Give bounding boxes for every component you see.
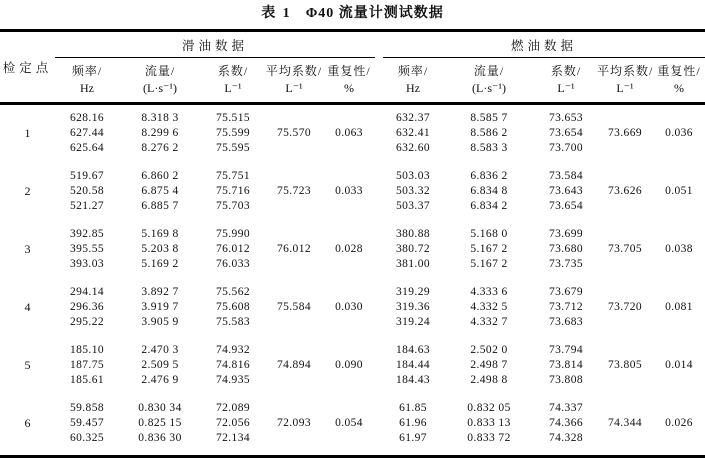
cell-oil-flow: 8.299 6	[141, 127, 179, 139]
col-header-name: 系数/	[550, 64, 582, 78]
cell-fuel-flow: 2.498 7	[470, 359, 508, 371]
col-header-name: 频率/	[397, 64, 429, 78]
spacer-row	[0, 214, 705, 227]
cell-oil-coefficient: 74.816	[215, 359, 251, 371]
cell-fuel-avg-coefficient: 73.705	[607, 243, 643, 255]
col-header-name: 系数/	[217, 64, 249, 78]
cell-fuel-flow: 2.502 0	[470, 344, 508, 356]
cell-fuel-coefficient: 73.700	[548, 142, 584, 154]
spacer-row	[0, 388, 705, 401]
cell-fuel-flow: 5.167 2	[470, 243, 508, 255]
cell-point-id: 5	[24, 358, 31, 372]
cell-fuel-frequency: 503.32	[395, 185, 431, 197]
data-row	[0, 227, 705, 242]
spacer-row	[0, 104, 705, 112]
cell-oil-flow: 0.830 34	[138, 402, 182, 414]
cell-fuel-frequency: 632.60	[395, 142, 431, 154]
cell-oil-coefficient: 75.608	[215, 301, 251, 313]
cell-fuel-avg-coefficient: 73.805	[607, 359, 643, 371]
group-gap	[375, 285, 383, 330]
col-header-frequency-fuel	[383, 58, 443, 104]
group-gap	[375, 227, 383, 272]
cell-fuel-frequency: 319.24	[395, 316, 431, 328]
group-gap	[375, 343, 383, 388]
cell-point-id: 2	[24, 184, 31, 198]
group-header-oil: 滑油数据	[55, 31, 375, 58]
cell-oil-coefficient: 75.703	[215, 200, 251, 212]
cell-fuel-flow: 0.833 72	[467, 432, 511, 444]
cell-oil-avg-coefficient: 75.570	[276, 127, 312, 139]
cell-oil-frequency: 295.22	[69, 316, 105, 328]
col-header-repeatability-fuel	[653, 58, 705, 104]
cell-oil-coefficient: 74.932	[215, 344, 251, 356]
col-header-avg-coefficient-fuel	[597, 58, 653, 104]
cell-point-id: 6	[24, 416, 31, 430]
cell-oil-repeatability: 0.033	[335, 185, 363, 197]
cell-fuel-flow: 4.332 7	[470, 316, 508, 328]
cell-fuel-flow: 6.834 2	[470, 200, 508, 212]
cell-fuel-coefficient: 73.735	[548, 258, 584, 270]
group-header-row	[0, 31, 705, 58]
cell-fuel-coefficient: 73.584	[548, 170, 584, 182]
cell-fuel-coefficient: 74.337	[548, 402, 584, 414]
cell-oil-flow: 8.276 2	[141, 142, 179, 154]
cell-fuel-coefficient: 73.643	[548, 185, 584, 197]
cell-oil-coefficient: 75.595	[215, 142, 251, 154]
cell-fuel-flow: 8.586 2	[470, 127, 508, 139]
cell-oil-frequency: 187.75	[69, 359, 105, 371]
col-header-unit: Hz	[80, 81, 94, 95]
cell-oil-frequency: 60.325	[69, 432, 105, 444]
cell-oil-flow: 5.169 8	[141, 228, 179, 240]
cell-fuel-frequency: 319.29	[395, 286, 431, 298]
cell-oil-repeatability: 0.030	[335, 301, 363, 313]
cell-oil-flow: 2.509 5	[141, 359, 179, 371]
cell-oil-coefficient: 75.716	[215, 185, 251, 197]
cell-fuel-avg-coefficient: 73.669	[607, 127, 643, 139]
cell-fuel-flow: 4.333 6	[470, 286, 508, 298]
column-header-row	[0, 58, 705, 104]
cell-fuel-avg-coefficient: 74.344	[607, 417, 643, 429]
cell-fuel-frequency: 184.44	[395, 359, 431, 371]
col-header-name: 平均系数/	[597, 64, 653, 78]
cell-fuel-frequency: 380.88	[395, 228, 431, 240]
cell-oil-frequency: 392.85	[69, 228, 105, 240]
col-header-name: 重复性/	[657, 64, 701, 78]
cell-fuel-flow: 6.834 8	[470, 185, 508, 197]
col-header-coefficient-oil	[201, 58, 265, 104]
cell-oil-avg-coefficient: 76.012	[276, 243, 312, 255]
col-header-unit: L⁻¹	[616, 81, 634, 95]
cell-fuel-repeatability: 0.014	[665, 359, 693, 371]
cell-oil-flow: 6.885 7	[141, 200, 179, 212]
col-header-unit: (L·s⁻¹)	[143, 81, 177, 95]
cell-oil-coefficient: 76.033	[215, 258, 251, 270]
cell-oil-coefficient: 72.134	[215, 432, 251, 444]
cell-point-id: 3	[24, 242, 31, 256]
cell-fuel-coefficient: 74.366	[548, 417, 584, 429]
cell-oil-frequency: 296.36	[69, 301, 105, 313]
cell-fuel-frequency: 380.72	[395, 243, 431, 255]
cell-fuel-repeatability: 0.036	[665, 127, 693, 139]
cell-fuel-repeatability: 0.051	[665, 185, 693, 197]
cell-oil-coefficient: 75.515	[215, 112, 251, 124]
cell-oil-flow: 3.892 7	[141, 286, 179, 298]
cell-oil-coefficient: 72.056	[215, 417, 251, 429]
cell-fuel-flow: 8.585 7	[470, 112, 508, 124]
cell-oil-flow: 0.825 15	[138, 417, 182, 429]
cell-oil-frequency: 625.64	[69, 142, 105, 154]
col-header-name: 平均系数/	[265, 64, 323, 78]
cell-oil-flow: 3.919 7	[141, 301, 179, 313]
cell-fuel-frequency: 61.85	[399, 402, 427, 414]
cell-oil-frequency: 519.67	[69, 170, 105, 182]
cell-oil-repeatability: 0.028	[335, 243, 363, 255]
cell-fuel-coefficient: 73.814	[548, 359, 584, 371]
data-row	[0, 285, 705, 300]
cell-fuel-repeatability: 0.081	[665, 301, 693, 313]
col-header-name: 流量/	[144, 64, 176, 78]
cell-fuel-repeatability: 0.026	[665, 417, 693, 429]
cell-oil-frequency: 628.16	[69, 112, 105, 124]
cell-oil-repeatability: 0.090	[335, 359, 363, 371]
cell-fuel-coefficient: 73.654	[548, 127, 584, 139]
spacer-row	[0, 446, 705, 457]
col-header-repeatability-oil	[323, 58, 375, 104]
cell-fuel-flow: 5.167 2	[470, 258, 508, 270]
cell-oil-flow: 0.836 30	[138, 432, 182, 444]
col-header-unit: (L·s⁻¹)	[472, 81, 506, 95]
cell-oil-flow: 2.470 3	[141, 344, 179, 356]
col-header-frequency-oil	[55, 58, 119, 104]
cell-oil-coefficient: 72.089	[215, 402, 251, 414]
col-header-unit: %	[674, 81, 684, 95]
cell-fuel-flow: 5.168 0	[470, 228, 508, 240]
cell-fuel-frequency: 503.37	[395, 200, 431, 212]
data-row	[0, 169, 705, 184]
group-gap	[375, 111, 383, 156]
data-row	[0, 111, 705, 126]
cell-fuel-avg-coefficient: 73.720	[607, 301, 643, 313]
data-table	[0, 29, 705, 458]
cell-oil-avg-coefficient: 75.584	[276, 301, 312, 313]
data-row	[0, 401, 705, 416]
cell-fuel-avg-coefficient: 73.626	[607, 185, 643, 197]
cell-oil-avg-coefficient: 72.093	[276, 417, 312, 429]
cell-fuel-coefficient: 73.683	[548, 316, 584, 328]
cell-fuel-flow: 2.498 8	[470, 374, 508, 386]
cell-oil-coefficient: 76.012	[215, 243, 251, 255]
cell-fuel-coefficient: 73.679	[548, 286, 584, 298]
col-header-flow-fuel	[443, 58, 535, 104]
col-header-unit: %	[344, 81, 354, 95]
cell-fuel-coefficient: 73.654	[548, 200, 584, 212]
group-header-fuel: 燃油数据	[383, 31, 705, 58]
cell-fuel-coefficient: 73.653	[548, 112, 584, 124]
cell-oil-flow: 6.860 2	[141, 170, 179, 182]
table-title	[0, 0, 705, 25]
cell-oil-flow: 6.875 4	[141, 185, 179, 197]
cell-oil-frequency: 59.457	[69, 417, 105, 429]
cell-oil-coefficient: 75.990	[215, 228, 251, 240]
col-header-name: 频率/	[71, 64, 103, 78]
group-gap	[375, 31, 383, 58]
cell-fuel-frequency: 319.36	[395, 301, 431, 313]
cell-fuel-frequency: 184.43	[395, 374, 431, 386]
cell-fuel-frequency: 632.41	[395, 127, 431, 139]
cell-oil-coefficient: 74.935	[215, 374, 251, 386]
cell-fuel-coefficient: 73.808	[548, 374, 584, 386]
cell-fuel-flow: 0.832 05	[467, 402, 511, 414]
cell-oil-coefficient: 75.751	[215, 170, 251, 182]
spacer-row	[0, 156, 705, 169]
cell-fuel-repeatability: 0.038	[665, 243, 693, 255]
col-header-unit: L⁻¹	[557, 81, 575, 95]
cell-oil-flow: 5.169 2	[141, 258, 179, 270]
cell-fuel-frequency: 184.63	[395, 344, 431, 356]
cell-oil-frequency: 395.55	[69, 243, 105, 255]
data-row	[0, 343, 705, 358]
cell-fuel-frequency: 632.37	[395, 112, 431, 124]
table-title-index: 表 1	[261, 6, 292, 21]
cell-oil-flow: 5.203 8	[141, 243, 179, 255]
table-title-subject: Φ40 流量计测试数据	[305, 6, 444, 21]
cell-fuel-coefficient: 73.712	[548, 301, 584, 313]
spacer-row	[0, 330, 705, 343]
group-gap	[375, 58, 383, 104]
cell-fuel-frequency: 503.03	[395, 170, 431, 182]
cell-oil-avg-coefficient: 74.894	[276, 359, 312, 371]
col-header-unit: Hz	[406, 81, 420, 95]
cell-fuel-flow: 8.583 3	[470, 142, 508, 154]
cell-point-id: 4	[24, 300, 31, 314]
group-gap	[375, 401, 383, 446]
col-header-name: 重复性/	[327, 64, 371, 78]
col-header-unit: L⁻¹	[224, 81, 242, 95]
cell-oil-frequency: 521.27	[69, 200, 105, 212]
cell-oil-repeatability: 0.054	[335, 417, 363, 429]
cell-fuel-coefficient: 73.794	[548, 344, 584, 356]
cell-oil-flow: 3.905 9	[141, 316, 179, 328]
col-header-flow-oil	[119, 58, 201, 104]
cell-oil-coefficient: 75.562	[215, 286, 251, 298]
group-gap	[375, 169, 383, 214]
cell-oil-frequency: 294.14	[69, 286, 105, 298]
cell-fuel-frequency: 61.96	[399, 417, 427, 429]
cell-fuel-flow: 0.833 13	[467, 417, 511, 429]
cell-oil-flow: 8.318 3	[141, 112, 179, 124]
cell-oil-frequency: 393.03	[69, 258, 105, 270]
cell-fuel-coefficient: 74.328	[548, 432, 584, 444]
cell-oil-flow: 2.476 9	[141, 374, 179, 386]
cell-fuel-coefficient: 73.699	[548, 228, 584, 240]
cell-oil-coefficient: 75.583	[215, 316, 251, 328]
cell-fuel-flow: 4.332 5	[470, 301, 508, 313]
col-header-avg-coefficient-oil	[265, 58, 323, 104]
cell-oil-frequency: 185.61	[69, 374, 105, 386]
cell-oil-frequency: 185.10	[69, 344, 105, 356]
cell-fuel-frequency: 61.97	[399, 432, 427, 444]
col-header-coefficient-fuel	[535, 58, 597, 104]
col-header-name: 流量/	[473, 64, 505, 78]
cell-fuel-coefficient: 73.680	[548, 243, 584, 255]
cell-oil-coefficient: 75.599	[215, 127, 251, 139]
cell-oil-frequency: 627.44	[69, 127, 105, 139]
cell-oil-avg-coefficient: 75.723	[276, 185, 312, 197]
col-header-unit: L⁻¹	[285, 81, 303, 95]
cell-oil-frequency: 520.58	[69, 185, 105, 197]
cell-oil-frequency: 59.858	[69, 402, 105, 414]
cell-oil-repeatability: 0.063	[335, 127, 363, 139]
row-header-checkpoint: 检定点	[0, 31, 55, 104]
cell-point-id: 1	[24, 126, 31, 140]
cell-fuel-flow: 6.836 2	[470, 170, 508, 182]
spacer-row	[0, 272, 705, 285]
cell-fuel-frequency: 381.00	[395, 258, 431, 270]
